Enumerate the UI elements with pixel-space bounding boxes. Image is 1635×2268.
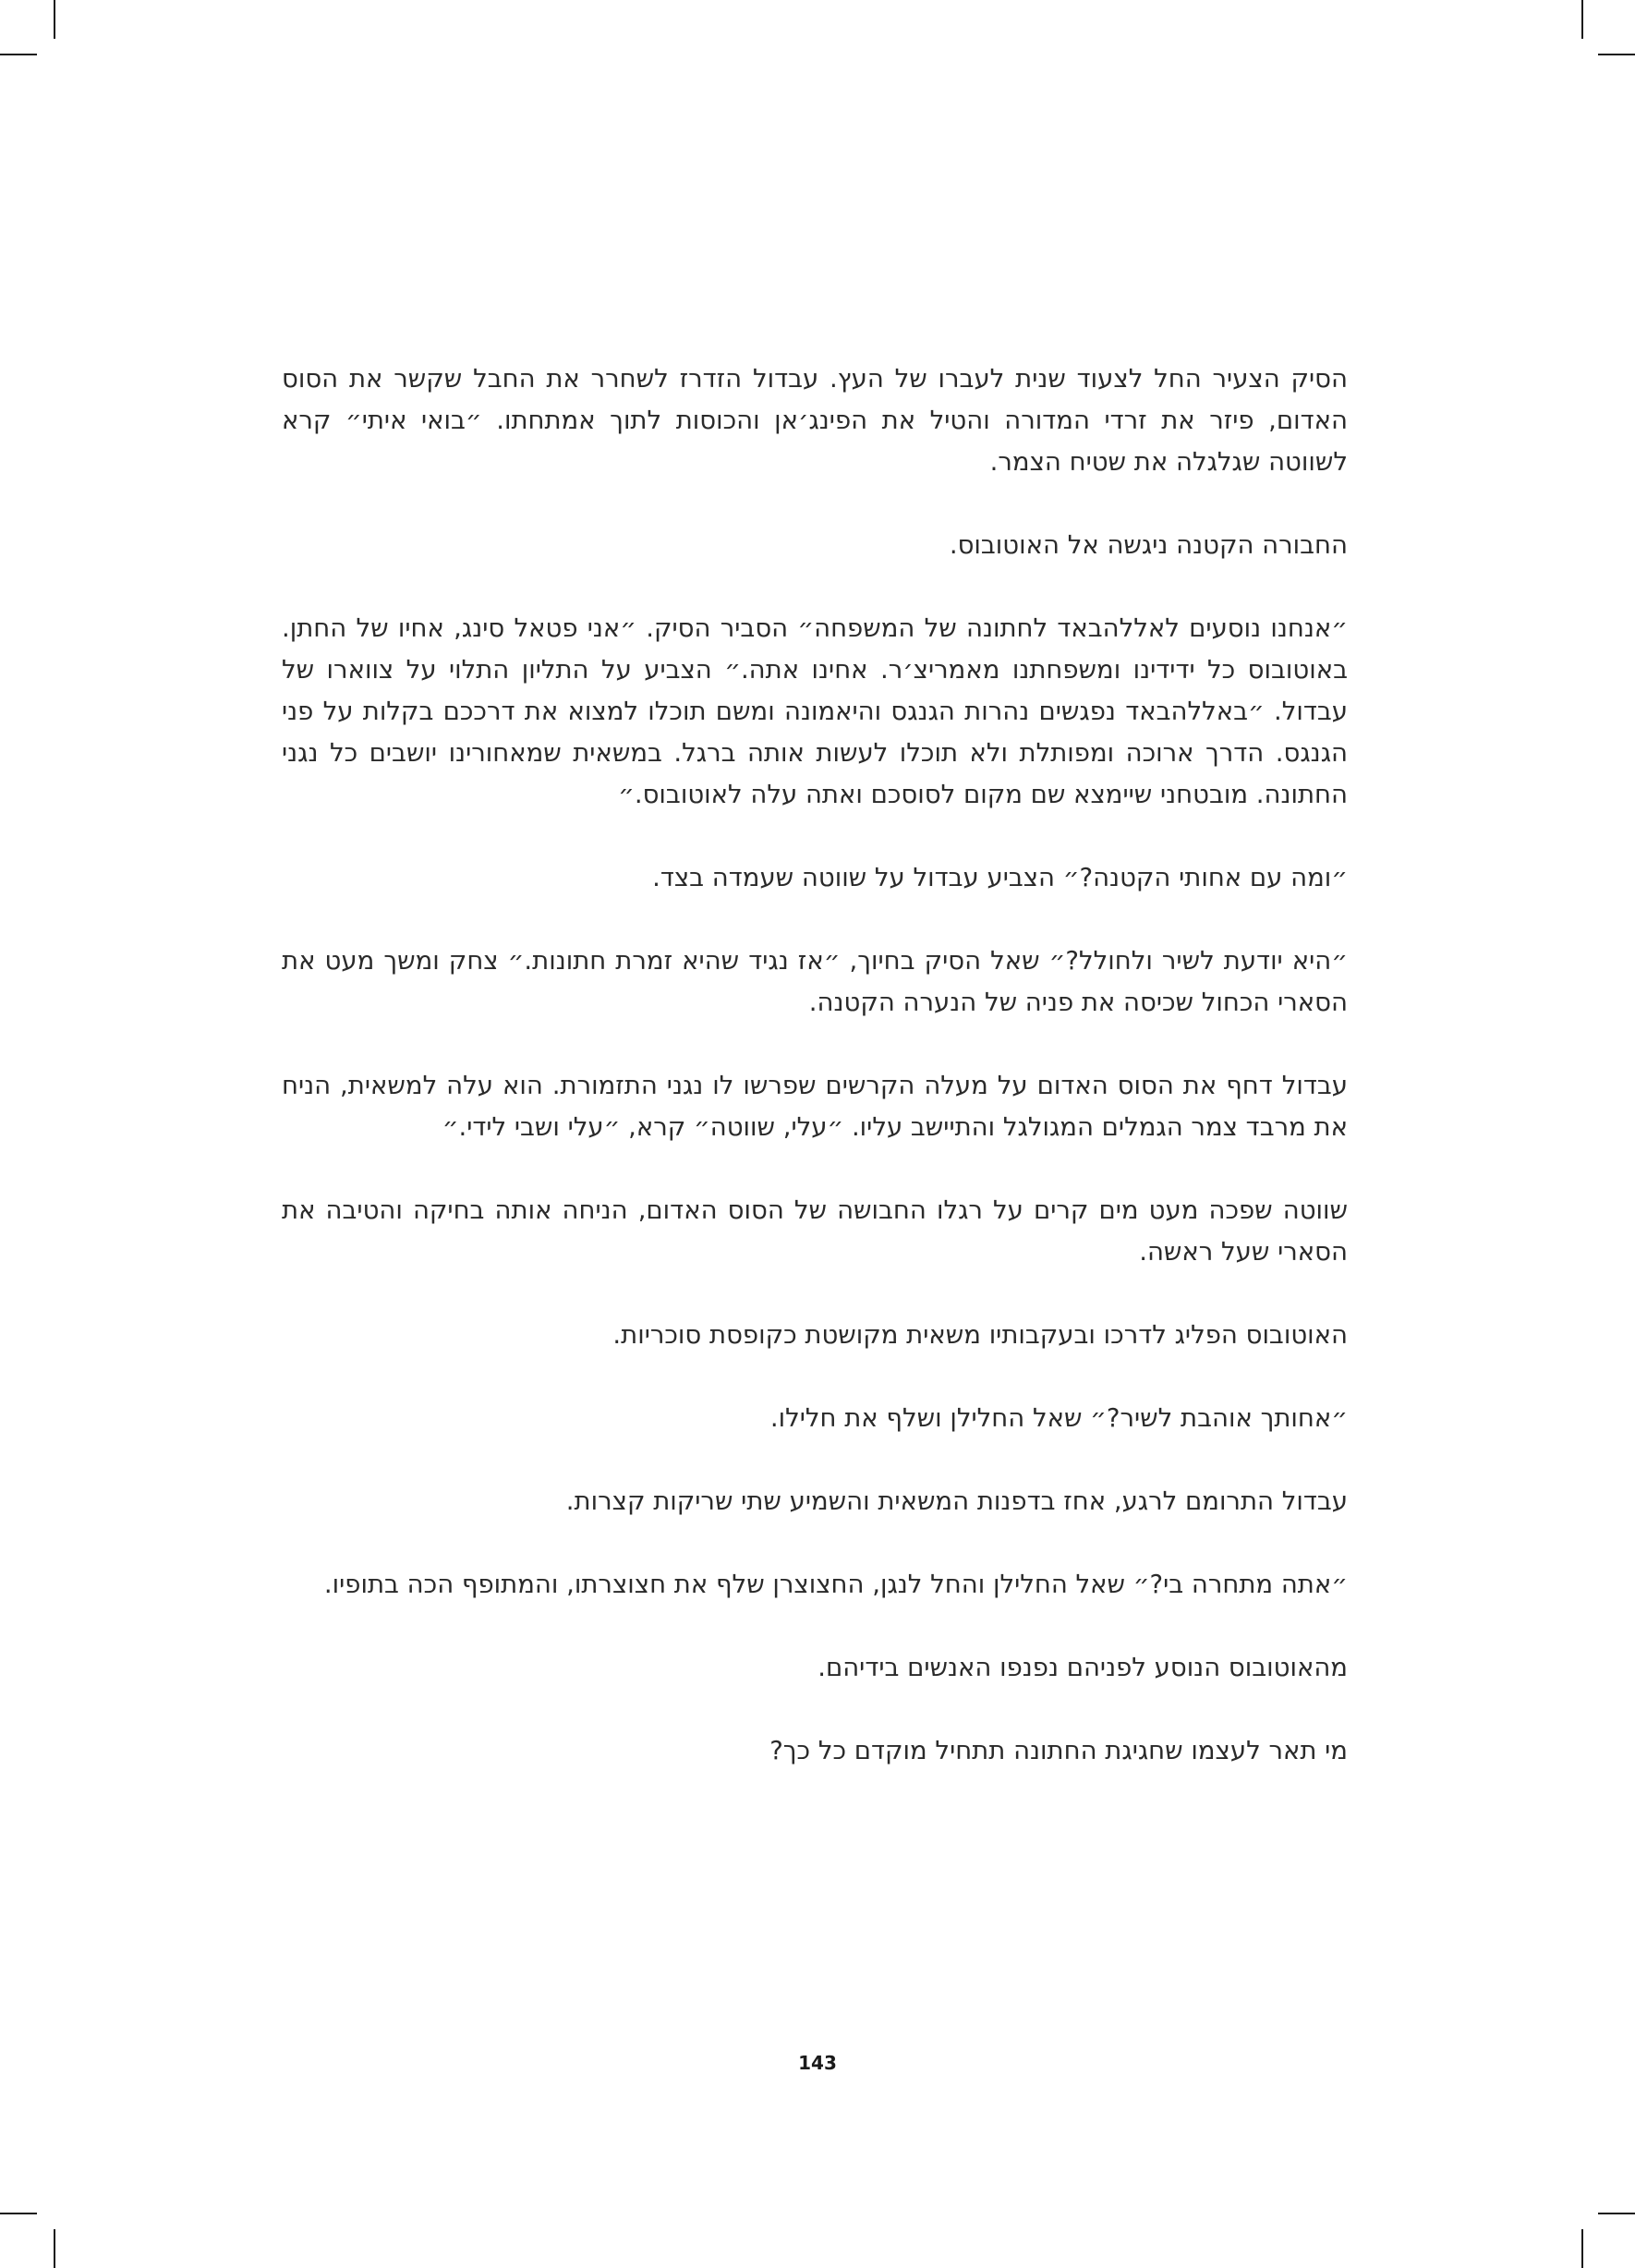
paragraph: ״היא יודעת לשיר ולחולל?״ שאל הסיק בחיוך, ״אז נגיד שהיא זמרת חתונות.״ צחק ומשך מעט את הסארי הכחול שכיסה את פניה של הנערה הקטנה. bbox=[282, 946, 1348, 1017]
crop-mark-top-right-vertical bbox=[1581, 0, 1583, 39]
paragraph: ״אנחנו נוסעים לאללהבאד לחתונה של המשפחה״ הסביר הסיק. ״אני פטאל סינג, אחיו של החתן. באוטובוס כל ידידינו ומשפחתנו מאמריצ׳ר. אחינו אתה.״ הצביע על התליון התלוי על צווארו של עבדול. ״באללהבאד נפגשים נהרות הגנגס והיאמונה ומשם תוכלו למצוא את דרככם בקלות על פני הגנגס. הדרך ארוכה ומפותלת ולא תוכלו לעשות אותה ברגל. במשאית שמאחורינו יושבים כל נגני החתונה. מובטחני שיימצא שם מקום לסוסכם ואתה עלה לאוטובוס.״ bbox=[282, 613, 1348, 809]
crop-mark-top-left-vertical bbox=[54, 0, 55, 39]
crop-mark-top-right-horizontal bbox=[1598, 54, 1635, 55]
paragraph: עבדול התרומם לרגע, אחז בדפנות המשאית והשמיע שתי שריקות קצרות. bbox=[565, 1486, 1348, 1516]
paragraph: עבדול דחף את הסוס האדום על מעלה הקרשים שפרשו לו נגני התזמורת. הוא עלה למשאית, הניח את מרבד צמר הגמלים המגולגל והתיישב עליו. ״עלי, שווטה״ קרא, ״עלי ושבי לידי.״ bbox=[282, 1071, 1348, 1142]
crop-mark-bottom-left-horizontal bbox=[0, 2213, 37, 2214]
paragraph: מי תאר לעצמו שחגיגת החתונה תתחיל מוקדם כל כך? bbox=[769, 1736, 1348, 1765]
paragraph: החבורה הקטנה ניגשה אל האוטובוס. bbox=[949, 530, 1348, 560]
paragraph: מהאוטובוס הנוסע לפניהם נפנפו האנשים בידיהם. bbox=[818, 1653, 1348, 1682]
paragraph: ״אתה מתחרה בי?״ שאל החלילן והחל לנגן, החצוצרן שלף את חצוצרתו, והמתופף הכה בתופיו. bbox=[323, 1570, 1348, 1599]
paragraph: הסיק הצעיר החל לצעוד שנית לעברו של העץ. עבדול הזדרז לשחרר את החבל שקשר את הסוס האדום, פיזר את זרדי המדורה והטיל את הפינג׳אן והכוסות לתוך אמתחתו. ״בואי איתי״ קרא לשווטה שגלגלה את שטיח הצמר. bbox=[282, 364, 1348, 477]
paragraph: ״ומה עם אחותי הקטנה?״ הצביע עבדול על שווטה שעמדה בצד. bbox=[652, 863, 1348, 892]
page-body-text bbox=[282, 358, 1348, 1813]
crop-mark-bottom-right-vertical bbox=[1581, 2229, 1583, 2268]
crop-mark-bottom-left-vertical bbox=[54, 2229, 55, 2268]
crop-mark-top-left-horizontal bbox=[0, 54, 37, 55]
paragraph: שווטה שפכה מעט מים קרים על רגלו החבושה של הסוס האדום, הניחה אותה בחיקה והטיבה את הסארי שעל ראשה. bbox=[282, 1195, 1348, 1267]
crop-mark-bottom-right-horizontal bbox=[1598, 2213, 1635, 2214]
paragraph: האוטובוס הפליג לדרכו ובעקבותיו משאית מקושטת כקופסת סוכריות. bbox=[612, 1320, 1348, 1350]
page-number: 143 bbox=[798, 2052, 837, 2074]
paragraph: ״אחותך אוהבת לשיר?״ שאל החלילן ושלף את חלילו. bbox=[769, 1403, 1348, 1433]
